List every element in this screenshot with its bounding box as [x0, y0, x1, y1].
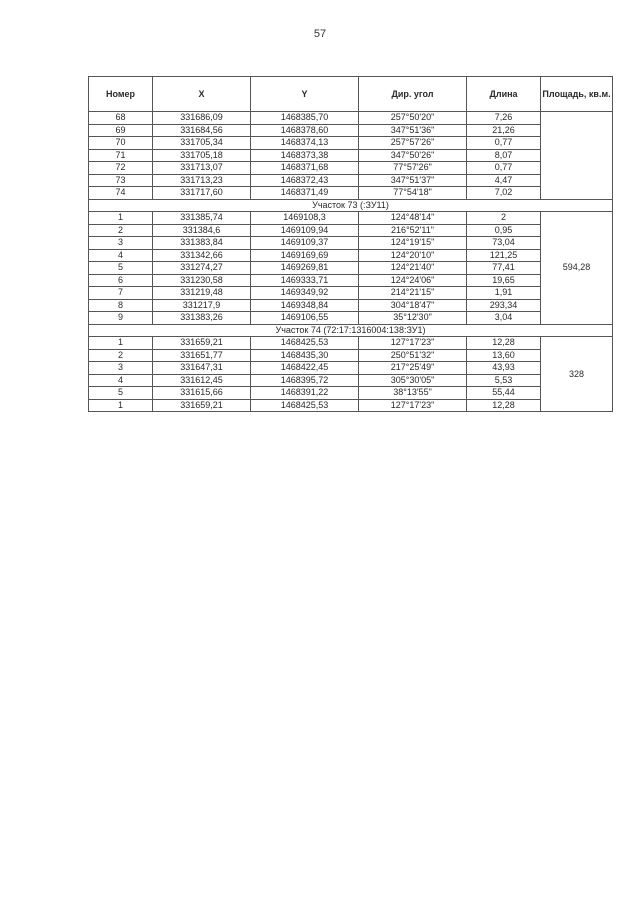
length-cell: 12,28 — [467, 337, 541, 350]
direction-angle-cell: 124°24'06" — [359, 274, 467, 287]
y-coord-cell: 1468373,38 — [251, 149, 359, 162]
length-cell: 19,65 — [467, 274, 541, 287]
section-row — [89, 324, 613, 337]
point-number-cell: 5 — [89, 387, 153, 400]
length-cell: 0,77 — [467, 162, 541, 175]
x-coord-cell: 331684,56 — [153, 124, 251, 137]
direction-angle-cell: 347°51'36" — [359, 124, 467, 137]
table-row — [89, 287, 613, 300]
coordinates-table — [88, 76, 613, 412]
y-coord-cell: 1469106,55 — [251, 312, 359, 325]
length-cell: 13,60 — [467, 349, 541, 362]
length-cell: 21,26 — [467, 124, 541, 137]
point-number-cell: 9 — [89, 312, 153, 325]
y-coord-cell: 1468371,68 — [251, 162, 359, 175]
x-coord-cell: 331713,07 — [153, 162, 251, 175]
point-number-cell: 72 — [89, 162, 153, 175]
point-number-cell: 6 — [89, 274, 153, 287]
length-cell: 0,95 — [467, 224, 541, 237]
direction-angle-cell: 257°57'26" — [359, 137, 467, 150]
area-cell: 594,28 — [541, 212, 613, 325]
section-title: Участок 73 (:ЗУ11) — [89, 199, 613, 212]
direction-angle-cell: 304°18'47" — [359, 299, 467, 312]
table-row — [89, 224, 613, 237]
table-row — [89, 149, 613, 162]
y-coord-cell: 1469169,69 — [251, 249, 359, 262]
direction-angle-cell: 127°17'23" — [359, 337, 467, 350]
direction-angle-cell: 257°50'20" — [359, 112, 467, 125]
length-cell: 293,34 — [467, 299, 541, 312]
direction-angle-cell: 38°13'55" — [359, 387, 467, 400]
area-cell — [541, 112, 613, 200]
table-row — [89, 362, 613, 375]
table-row — [89, 187, 613, 200]
page-number: 57 — [313, 28, 327, 40]
table-row — [89, 274, 613, 287]
direction-angle-cell: 127°17'23" — [359, 399, 467, 412]
table-row — [89, 137, 613, 150]
x-coord-cell: 331384,6 — [153, 224, 251, 237]
header-length: Длина — [467, 77, 541, 112]
y-coord-cell: 1468435,30 — [251, 349, 359, 362]
x-coord-cell: 331717,60 — [153, 187, 251, 200]
point-number-cell: 1 — [89, 399, 153, 412]
y-coord-cell: 1469108,3 — [251, 212, 359, 225]
table-row — [89, 212, 613, 225]
point-number-cell: 68 — [89, 112, 153, 125]
x-coord-cell: 331612,45 — [153, 374, 251, 387]
point-number-cell: 2 — [89, 349, 153, 362]
length-cell: 77,41 — [467, 262, 541, 275]
length-cell: 1,91 — [467, 287, 541, 300]
header-y: Y — [251, 77, 359, 112]
x-coord-cell: 331274,27 — [153, 262, 251, 275]
direction-angle-cell: 124°21'40" — [359, 262, 467, 275]
direction-angle-cell: 77°54'18" — [359, 187, 467, 200]
header-row — [89, 77, 613, 112]
table-row — [89, 162, 613, 175]
length-cell: 2 — [467, 212, 541, 225]
direction-angle-cell: 124°19'15" — [359, 237, 467, 250]
x-coord-cell: 331705,34 — [153, 137, 251, 150]
x-coord-cell: 331217,9 — [153, 299, 251, 312]
y-coord-cell: 1468385,70 — [251, 112, 359, 125]
length-cell: 8,07 — [467, 149, 541, 162]
length-cell: 73,04 — [467, 237, 541, 250]
length-cell: 121,25 — [467, 249, 541, 262]
y-coord-cell: 1469348,84 — [251, 299, 359, 312]
direction-angle-cell: 77°57'26" — [359, 162, 467, 175]
length-cell: 5,53 — [467, 374, 541, 387]
direction-angle-cell: 35°12'30" — [359, 312, 467, 325]
point-number-cell: 71 — [89, 149, 153, 162]
y-coord-cell: 1469269,81 — [251, 262, 359, 275]
y-coord-cell: 1468372,43 — [251, 174, 359, 187]
table-row — [89, 262, 613, 275]
x-coord-cell: 331342,66 — [153, 249, 251, 262]
table-row — [89, 174, 613, 187]
section-title: Участок 74 (72:17:1316004:138:ЗУ1) — [89, 324, 613, 337]
point-number-cell: 3 — [89, 237, 153, 250]
y-coord-cell: 1469333,71 — [251, 274, 359, 287]
direction-angle-cell: 216°52'11" — [359, 224, 467, 237]
section-row — [89, 199, 613, 212]
point-number-cell: 1 — [89, 337, 153, 350]
header-area: Площадь, кв.м. — [541, 77, 613, 112]
table-row — [89, 124, 613, 137]
x-coord-cell: 331615,66 — [153, 387, 251, 400]
direction-angle-cell: 250°51'32" — [359, 349, 467, 362]
point-number-cell: 69 — [89, 124, 153, 137]
y-coord-cell: 1468425,53 — [251, 399, 359, 412]
length-cell: 0,77 — [467, 137, 541, 150]
table-row — [89, 399, 613, 412]
direction-angle-cell: 124°20'10" — [359, 249, 467, 262]
point-number-cell: 4 — [89, 249, 153, 262]
header-x: X — [153, 77, 251, 112]
y-coord-cell: 1468371,49 — [251, 187, 359, 200]
table-row — [89, 374, 613, 387]
y-coord-cell: 1468425,53 — [251, 337, 359, 350]
x-coord-cell: 331705,18 — [153, 149, 251, 162]
point-number-cell: 74 — [89, 187, 153, 200]
y-coord-cell: 1468422,45 — [251, 362, 359, 375]
y-coord-cell: 1469349,92 — [251, 287, 359, 300]
point-number-cell: 4 — [89, 374, 153, 387]
y-coord-cell: 1468378,60 — [251, 124, 359, 137]
x-coord-cell: 331651,77 — [153, 349, 251, 362]
table-row — [89, 112, 613, 125]
point-number-cell: 2 — [89, 224, 153, 237]
x-coord-cell: 331230,58 — [153, 274, 251, 287]
length-cell: 55,44 — [467, 387, 541, 400]
x-coord-cell: 331659,21 — [153, 337, 251, 350]
x-coord-cell: 331385,74 — [153, 212, 251, 225]
table-row — [89, 237, 613, 250]
y-coord-cell: 1468374,13 — [251, 137, 359, 150]
y-coord-cell: 1468395,72 — [251, 374, 359, 387]
direction-angle-cell: 347°51'37" — [359, 174, 467, 187]
header-number: Номер — [89, 77, 153, 112]
length-cell: 7,02 — [467, 187, 541, 200]
point-number-cell: 73 — [89, 174, 153, 187]
table-row — [89, 299, 613, 312]
length-cell: 7,26 — [467, 112, 541, 125]
length-cell: 12,28 — [467, 399, 541, 412]
x-coord-cell: 331713,23 — [153, 174, 251, 187]
header-angle: Дир. угол — [359, 77, 467, 112]
x-coord-cell: 331383,84 — [153, 237, 251, 250]
length-cell: 4,47 — [467, 174, 541, 187]
x-coord-cell: 331686,09 — [153, 112, 251, 125]
length-cell: 3,04 — [467, 312, 541, 325]
area-cell: 328 — [541, 337, 613, 412]
direction-angle-cell: 214°21'15" — [359, 287, 467, 300]
direction-angle-cell: 305°30'05" — [359, 374, 467, 387]
point-number-cell: 1 — [89, 212, 153, 225]
y-coord-cell: 1469109,94 — [251, 224, 359, 237]
direction-angle-cell: 347°50'26" — [359, 149, 467, 162]
point-number-cell: 5 — [89, 262, 153, 275]
y-coord-cell: 1469109,37 — [251, 237, 359, 250]
direction-angle-cell: 217°25'49" — [359, 362, 467, 375]
table-row — [89, 349, 613, 362]
point-number-cell: 8 — [89, 299, 153, 312]
point-number-cell: 3 — [89, 362, 153, 375]
x-coord-cell: 331383,26 — [153, 312, 251, 325]
table-row — [89, 387, 613, 400]
direction-angle-cell: 124°48'14" — [359, 212, 467, 225]
table-row — [89, 312, 613, 325]
table-row — [89, 337, 613, 350]
y-coord-cell: 1468391,22 — [251, 387, 359, 400]
table-row — [89, 249, 613, 262]
x-coord-cell: 331219,48 — [153, 287, 251, 300]
point-number-cell: 7 — [89, 287, 153, 300]
x-coord-cell: 331659,21 — [153, 399, 251, 412]
length-cell: 43,93 — [467, 362, 541, 375]
x-coord-cell: 331647,31 — [153, 362, 251, 375]
point-number-cell: 70 — [89, 137, 153, 150]
